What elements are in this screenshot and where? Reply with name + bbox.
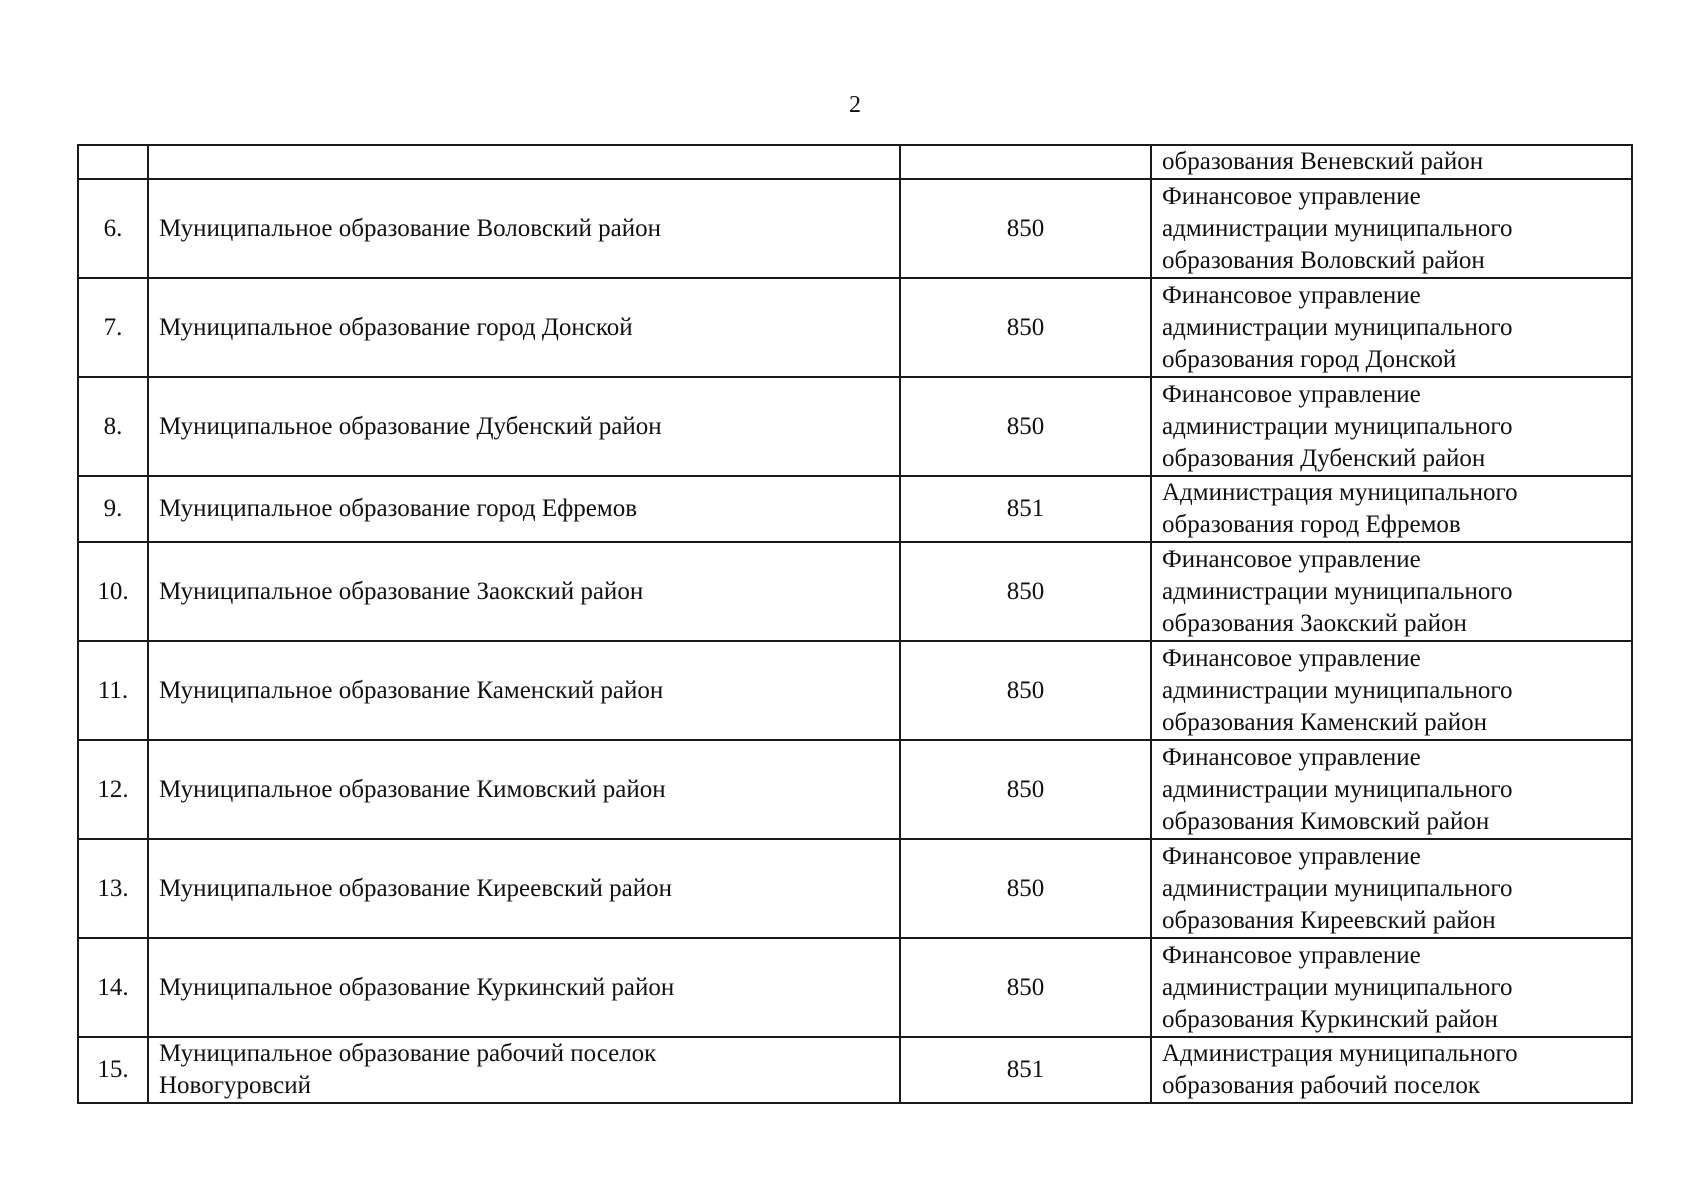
budget-code: 850 <box>900 179 1151 278</box>
municipality-name <box>148 145 900 179</box>
administrator-line: администрации муниципального <box>1162 874 1513 902</box>
budget-code: 851 <box>900 476 1151 542</box>
budget-code: 850 <box>900 740 1151 839</box>
row-number: 14. <box>78 938 148 1037</box>
administrator-name <box>1151 476 1632 542</box>
municipality-name-text: Муниципальное образование Киреевский район <box>159 874 672 902</box>
budget-code: 850 <box>900 542 1151 641</box>
administrator-line: Финансовое управление <box>1162 743 1421 771</box>
administrator-line: Финансовое управление <box>1162 182 1421 210</box>
administrator-line: администрации муниципального <box>1162 775 1513 803</box>
budget-code <box>900 145 1151 179</box>
budget-code: 850 <box>900 839 1151 938</box>
administrator-name <box>1151 938 1632 1037</box>
administrator-name <box>1151 839 1632 938</box>
row-number: 13. <box>78 839 148 938</box>
administrator-line: образования Веневский район <box>1162 148 1484 175</box>
administrator-line: администрации муниципального <box>1162 676 1513 704</box>
municipality-name <box>148 377 900 476</box>
administrator-line: Администрация муниципального <box>1162 1040 1518 1067</box>
row-number: 15. <box>78 1037 148 1103</box>
administrator-line: Финансовое управление <box>1162 380 1421 408</box>
budget-code: 850 <box>900 278 1151 377</box>
row-number: 7. <box>78 278 148 377</box>
row-number: 12. <box>78 740 148 839</box>
administrator-line: Финансовое управление <box>1162 941 1421 969</box>
administrator-line: Администрация муниципального <box>1162 479 1518 506</box>
administrator-line: образования город Донской <box>1162 345 1457 373</box>
administrator-line: образования Каменский район <box>1162 708 1487 736</box>
table-row <box>78 179 1632 278</box>
administrator-name <box>1151 1037 1632 1103</box>
row-number: 6. <box>78 179 148 278</box>
table-row <box>78 278 1632 377</box>
budget-code: 851 <box>900 1037 1151 1103</box>
budget-code: 850 <box>900 377 1151 476</box>
municipality-name <box>148 740 900 839</box>
municipality-name <box>148 1037 900 1103</box>
municipality-name-text: Муниципальное образование город Донской <box>159 313 633 341</box>
administrator-name <box>1151 377 1632 476</box>
municipality-name-text: Муниципальное образование Куркинский район <box>159 973 675 1001</box>
administrator-line: образования Воловский район <box>1162 246 1485 274</box>
table-row <box>78 476 1632 542</box>
municipality-name <box>148 641 900 740</box>
administrator-line: администрации муниципального <box>1162 313 1513 341</box>
row-number <box>78 145 148 179</box>
page-number: 2 <box>849 92 861 118</box>
municipality-name-text: Муниципальное образование рабочий поселок Новогуровсий <box>159 1040 657 1099</box>
table-row <box>78 641 1632 740</box>
administrator-line: Финансовое управление <box>1162 281 1421 309</box>
municipality-name-text: Муниципальное образование Дубенский район <box>159 412 662 440</box>
administrator-name <box>1151 740 1632 839</box>
administrator-name <box>1151 641 1632 740</box>
table-row <box>78 740 1632 839</box>
administrator-name <box>1151 145 1632 179</box>
administrator-line: Финансовое управление <box>1162 842 1421 870</box>
municipality-name-text: Муниципальное образование Каменский район <box>159 676 664 704</box>
administrator-line: образования Заокский район <box>1162 609 1467 637</box>
municipality-name <box>148 476 900 542</box>
administrator-name <box>1151 278 1632 377</box>
municipality-name <box>148 938 900 1037</box>
table-row <box>78 839 1632 938</box>
administrator-line: администрации муниципального <box>1162 214 1513 242</box>
row-number: 9. <box>78 476 148 542</box>
administrator-line: образования Куркинский район <box>1162 1005 1498 1033</box>
municipality-name <box>148 278 900 377</box>
administrator-line: Финансовое управление <box>1162 644 1421 672</box>
table-row <box>78 377 1632 476</box>
table-row <box>78 938 1632 1037</box>
administrator-line: администрации муниципального <box>1162 577 1513 605</box>
administrator-line: образования рабочий поселок <box>1162 1072 1480 1099</box>
municipality-name-text: Муниципальное образование город Ефремов <box>159 495 638 522</box>
row-number: 8. <box>78 377 148 476</box>
administrator-name <box>1151 179 1632 278</box>
budget-code: 850 <box>900 641 1151 740</box>
administrator-line: образования Дубенский район <box>1162 444 1486 472</box>
administrator-name <box>1151 542 1632 641</box>
table-row <box>78 145 1632 179</box>
table-body <box>78 145 1632 1103</box>
administrator-line: администрации муниципального <box>1162 412 1513 440</box>
municipality-name <box>148 179 900 278</box>
municipality-name-text: Муниципальное образование Кимовский район <box>159 775 666 803</box>
row-number: 10. <box>78 542 148 641</box>
row-number: 11. <box>78 641 148 740</box>
administrator-line: образования Киреевский район <box>1162 906 1496 934</box>
administrator-line: Финансовое управление <box>1162 545 1421 573</box>
municipality-name <box>148 542 900 641</box>
administrator-line: образования Кимовский район <box>1162 807 1490 835</box>
municipality-name-text: Муниципальное образование Воловский район <box>159 214 662 242</box>
municipality-name-text: Муниципальное образование Заокский район <box>159 577 644 605</box>
table-row <box>78 1037 1632 1103</box>
municipal-table <box>77 144 1633 1104</box>
budget-code: 850 <box>900 938 1151 1037</box>
administrator-line: администрации муниципального <box>1162 973 1513 1001</box>
administrator-line: образования город Ефремов <box>1162 511 1461 538</box>
municipality-name <box>148 839 900 938</box>
table-row <box>78 542 1632 641</box>
